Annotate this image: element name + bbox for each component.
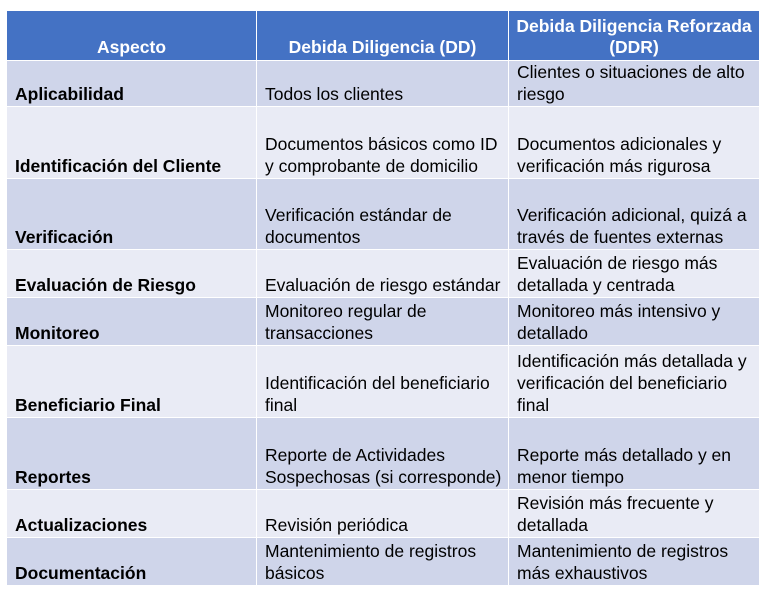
cell-ddr: Identificación más detallada y verificación del beneficiario final xyxy=(509,346,760,418)
cell-aspect: Aplicabilidad xyxy=(7,61,257,107)
cell-aspect: Verificación xyxy=(7,179,257,250)
cell-ddr: Reporte más detallado y en menor tiempo xyxy=(509,418,760,490)
table-row xyxy=(7,61,760,107)
header-dd: Debida Diligencia (DD) xyxy=(257,11,509,61)
dd-vs-ddr-table xyxy=(6,10,760,586)
comparison-table-container xyxy=(6,10,759,586)
cell-aspect: Reportes xyxy=(7,418,257,490)
cell-ddr: Revisión más frecuente y detallada xyxy=(509,490,760,538)
cell-dd: Todos los clientes xyxy=(257,61,509,107)
cell-aspect: Evaluación de Riesgo xyxy=(7,250,257,298)
cell-dd: Verificación estándar de documentos xyxy=(257,179,509,250)
table-row xyxy=(7,179,760,250)
table-header-row xyxy=(7,11,760,61)
cell-dd: Revisión periódica xyxy=(257,490,509,538)
cell-aspect: Documentación xyxy=(7,538,257,586)
cell-ddr: Mantenimiento de registros más exhaustivos xyxy=(509,538,760,586)
header-ddr: Debida Diligencia Reforzada (DDR) xyxy=(509,11,760,61)
cell-ddr: Clientes o situaciones de alto riesgo xyxy=(509,61,760,107)
cell-dd: Evaluación de riesgo estándar xyxy=(257,250,509,298)
cell-aspect: Monitoreo xyxy=(7,298,257,346)
table-row xyxy=(7,346,760,418)
table-row xyxy=(7,298,760,346)
cell-dd: Identificación del beneficiario final xyxy=(257,346,509,418)
table-row xyxy=(7,490,760,538)
cell-dd: Mantenimiento de registros básicos xyxy=(257,538,509,586)
table-row xyxy=(7,418,760,490)
cell-ddr: Verificación adicional, quizá a través de fuentes externas xyxy=(509,179,760,250)
cell-dd: Reporte de Actividades Sospechosas (si corresponde) xyxy=(257,418,509,490)
cell-aspect: Beneficiario Final xyxy=(7,346,257,418)
table-row xyxy=(7,250,760,298)
cell-dd: Monitoreo regular de transacciones xyxy=(257,298,509,346)
cell-aspect: Actualizaciones xyxy=(7,490,257,538)
cell-ddr: Monitoreo más intensivo y detallado xyxy=(509,298,760,346)
table-row xyxy=(7,538,760,586)
table-row xyxy=(7,107,760,179)
cell-ddr: Evaluación de riesgo más detallada y centrada xyxy=(509,250,760,298)
cell-dd: Documentos básicos como ID y comprobante de domicilio xyxy=(257,107,509,179)
header-aspect: Aspecto xyxy=(7,11,257,61)
cell-aspect: Identificación del Cliente xyxy=(7,107,257,179)
cell-ddr: Documentos adicionales y verificación más rigurosa xyxy=(509,107,760,179)
